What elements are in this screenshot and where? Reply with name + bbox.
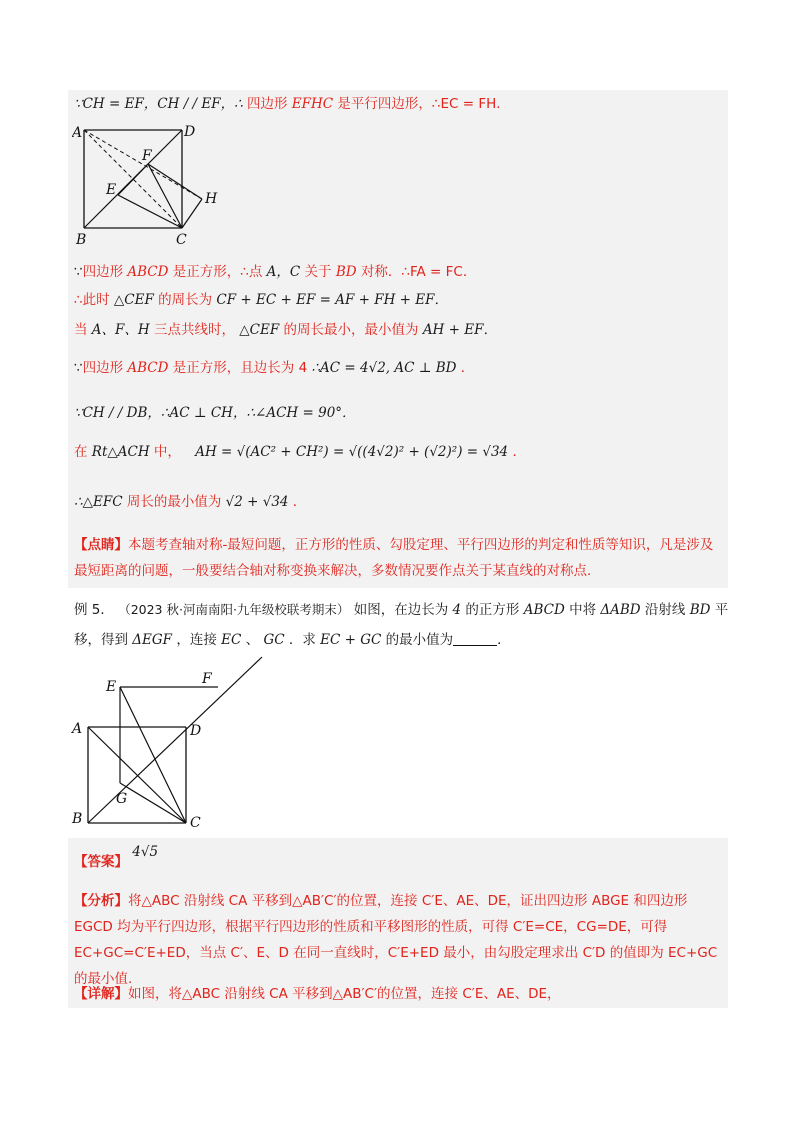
text: EC + GC xyxy=(320,632,382,648)
text: 如图，在边长为 xyxy=(353,602,449,618)
label-A: A xyxy=(72,721,83,737)
solution-line-6 xyxy=(74,403,356,423)
text: CF + EC + EF = AF + FH + EF． xyxy=(216,292,448,308)
detail-text: 如图，将△ABC 沿射线 CA 平移到△AB′C′的位置，连接 C′E、AE、DE， xyxy=(128,986,561,1002)
dianjing-tag: 【点睛】 xyxy=(74,537,128,553)
text: 平 xyxy=(714,602,729,618)
text: GC xyxy=(263,632,285,648)
text: 关于 xyxy=(304,264,332,280)
analysis-paragraph xyxy=(74,888,724,992)
text: Rt△ACH xyxy=(91,444,150,460)
text: ． xyxy=(292,494,307,510)
text: ．求 xyxy=(288,632,316,648)
solution-line-5 xyxy=(74,358,474,378)
label-H: H xyxy=(205,191,218,207)
text: AH = √(AC² + CH²) = √((4√2)² + (√2)²) = √34 xyxy=(195,444,509,460)
text: 是正方形，∴点 xyxy=(172,264,263,280)
text: ∴AC = 4√2, AC ⊥ BD xyxy=(311,360,457,376)
text: ． xyxy=(460,360,475,376)
text: ，连接 xyxy=(176,632,217,648)
label-D: D xyxy=(190,723,202,739)
text: ABCD xyxy=(523,602,565,618)
text: 的正方形 xyxy=(465,602,520,618)
text: ∵CH = EF，CH / / EF，∴ xyxy=(74,96,243,112)
text: EC xyxy=(221,632,242,648)
text: 的周长最小，最小值为 xyxy=(283,322,419,338)
text: 、 xyxy=(245,632,260,648)
text: ABCD xyxy=(127,264,169,280)
answer-value: 4√5 xyxy=(132,844,159,860)
label-B: B xyxy=(72,811,83,827)
text: ∵ xyxy=(74,360,83,376)
label-F: F xyxy=(202,671,212,687)
text: 4 xyxy=(298,360,308,376)
text: 四边形 xyxy=(247,96,288,112)
text: 是平行四边形，∴EC = FH． xyxy=(337,96,510,112)
label-C: C xyxy=(190,815,201,830)
example5-line-2 xyxy=(74,630,511,650)
text: ． xyxy=(512,444,526,460)
text: 四边形 xyxy=(82,360,124,376)
text: BD xyxy=(335,264,357,280)
text: 中， xyxy=(153,444,181,460)
answer-line xyxy=(74,844,159,870)
detail-tag: 【详解】 xyxy=(74,986,128,1002)
analysis-text: 将△ABC 沿射线 CA 平移到△AB′C′的位置，连接 C′E、AE、DE，证出四边形 ABGE 和四边形 EGCD 均为平行四边形，根据平行四边形的性质和平移图形的性质，可得 C′E=CE，CG=DE，可得 EC+GC=C′E+ED，当点 C′、E、D 在同一直线时，C′E+ED 最小，由勾股定理求出 C′D 的值即为 EC+GC 的最小值. xyxy=(74,893,718,987)
text: ∵ xyxy=(74,264,83,280)
solution-line-2 xyxy=(74,262,476,282)
text: 的最小值为 xyxy=(385,632,454,648)
label-B: B xyxy=(76,232,87,248)
solution-line-1 xyxy=(74,94,510,114)
label-A: A xyxy=(72,125,83,141)
text: 沿射线 xyxy=(644,602,686,618)
text: 对称．∴FA = FC． xyxy=(360,264,477,280)
answer-blank[interactable] xyxy=(453,631,497,646)
text: √2 + √34 xyxy=(225,494,289,510)
dianjing-text: 本题考查轴对称-最短问题，正方形的性质、勾股定理、平行四边形的判定和性质等知识，凡是涉及最短距离的问题，一般要结合轴对称变换来解决，多数情况要作点关于某直线的对称点. xyxy=(74,537,714,579)
text: △CEF xyxy=(113,292,154,308)
text: 是正方形，且边长为 xyxy=(172,360,295,376)
text: ΔEGF xyxy=(132,632,173,648)
label-E: E xyxy=(106,679,117,695)
text: AH + EF． xyxy=(422,322,497,338)
label-G: G xyxy=(116,791,128,807)
example-label: 例 5． xyxy=(74,602,114,618)
text: 周长的最小值为 xyxy=(126,494,222,510)
text: 4 xyxy=(452,602,462,618)
text: ∵CH / / DB，∴AC ⊥ CH，∴∠ACH = 90°． xyxy=(74,405,356,421)
analysis-tag: 【分析】 xyxy=(74,893,128,909)
example-source: （2023 秋·河南南阳·九年级校联考期末） xyxy=(118,602,350,617)
text: EFHC xyxy=(291,96,334,112)
solution-line-7 xyxy=(74,442,526,462)
text: ΔABD xyxy=(600,602,641,618)
label-D: D xyxy=(184,124,196,140)
text: ． xyxy=(497,632,511,648)
text: 当 xyxy=(74,322,88,338)
text: ∴此时 xyxy=(74,292,110,308)
label-C: C xyxy=(176,232,187,248)
example5-line-1 xyxy=(74,600,728,620)
detail-paragraph xyxy=(74,984,561,1004)
dianjing-paragraph xyxy=(74,532,724,584)
label-E: E xyxy=(106,182,117,198)
text: BD xyxy=(689,602,711,618)
text: ∴△EFC xyxy=(74,494,123,510)
figure-2-square-diagram xyxy=(70,655,270,830)
text: ABCD xyxy=(127,360,169,376)
answer-tag: 【答案】 xyxy=(74,854,128,870)
solution-line-3 xyxy=(74,290,448,310)
text: △CEF xyxy=(239,322,280,338)
label-F: F xyxy=(142,148,152,164)
text: 在 xyxy=(74,444,88,460)
text: 四边形 xyxy=(82,264,124,280)
text: 移，得到 xyxy=(74,632,128,648)
text: A、F、H xyxy=(91,322,150,338)
solution-line-8 xyxy=(74,492,306,512)
text: 的周长为 xyxy=(158,292,213,308)
text: 三点共线时， xyxy=(153,322,235,338)
figure-1-square-diagram xyxy=(72,120,232,250)
text: A，C xyxy=(266,264,301,280)
solution-line-4 xyxy=(74,320,497,340)
text: 中将 xyxy=(569,602,597,618)
